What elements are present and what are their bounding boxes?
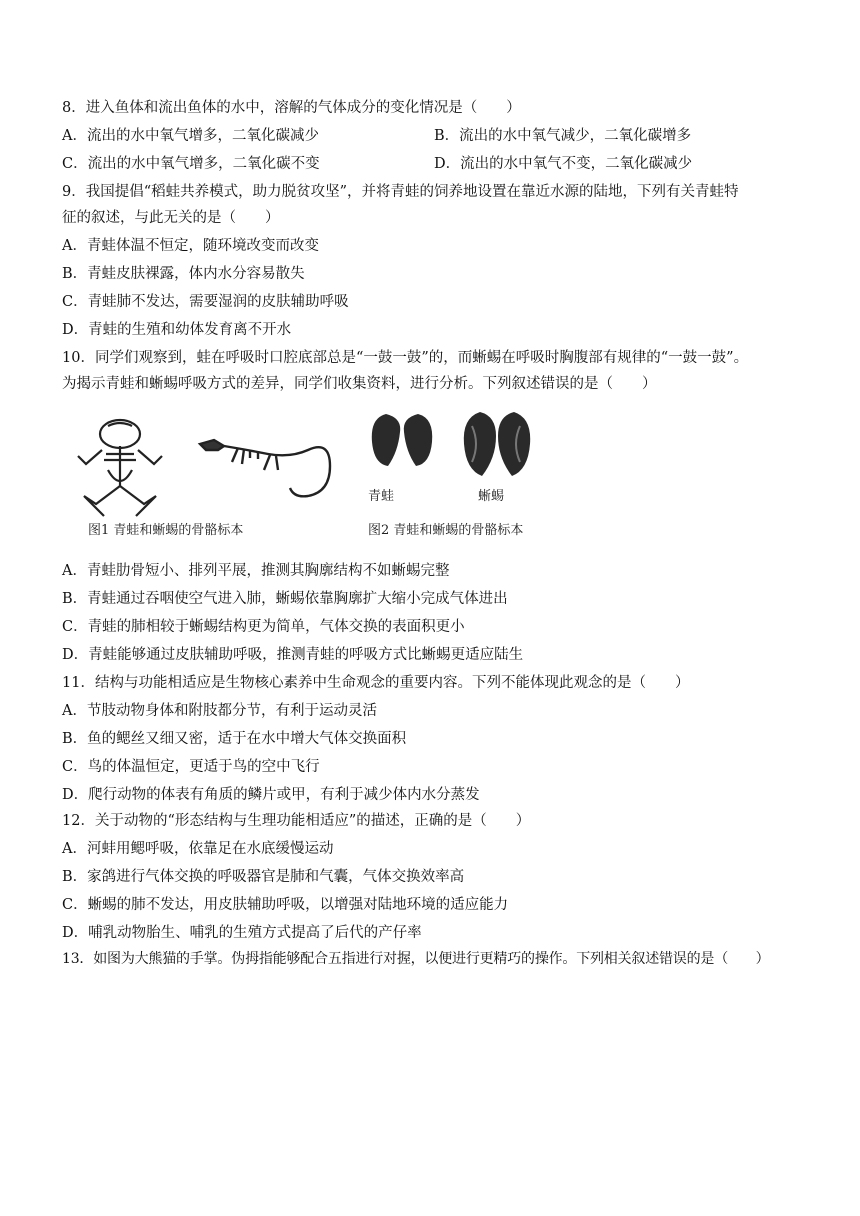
q9-option-a: A．青蛙体温不恒定，随环境改变而改变 xyxy=(62,238,319,254)
frog-label: 青蛙 xyxy=(368,489,395,504)
q8-option-b: B．流出的水中氧气减少，二氧化碳增多 xyxy=(434,128,692,144)
q12-option-d: D．哺乳动物胎生、哺乳的生殖方式提高了后代的产仔率 xyxy=(62,925,422,941)
figure2-caption: 图2 青蛙和蜥蜴的骨骼标本 xyxy=(368,523,524,538)
skeleton-figure xyxy=(68,404,588,550)
q12-stem: 12．关于动物的“形态结构与生理功能相适应”的描述，正确的是（ ） xyxy=(62,813,531,829)
q10-option-b: B．青蛙通过吞咽使空气进入肺，蜥蜴依靠胸廓扩大缩小完成气体进出 xyxy=(62,591,508,607)
q11-option-a: A．节肢动物身体和附肢都分节，有利于运动灵活 xyxy=(62,703,377,719)
q11-stem: 11．结构与功能相适应是生物核心素养中生命观念的重要内容。下列不能体现此观念的是（ ） xyxy=(62,675,690,691)
frog-lung-image xyxy=(372,414,432,466)
q8-stem: 8．进入鱼体和流出鱼体的水中，溶解的气体成分的变化情况是（ ） xyxy=(62,100,521,116)
q12-option-c: C．蜥蜴的肺不发达，用皮肤辅助呼吸，以增强对陆地环境的适应能力 xyxy=(62,897,509,913)
lizard-skeleton-image xyxy=(200,440,330,496)
q10-stem-line1: 10．同学们观察到，蛙在呼吸时口腔底部总是“一鼓一鼓”的，而蜥蜴在呼吸时胸腹部有规律的“一鼓一鼓”。 xyxy=(62,350,749,366)
lizard-label: 蜥蜴 xyxy=(478,489,505,504)
figure1-caption: 图1 青蛙和蜥蜴的骨骼标本 xyxy=(88,523,244,538)
q13-stem: 13．如图为大熊猫的手掌。伪拇指能够配合五指进行对握，以便进行更精巧的操作。下列相关叙述错误的是（ ） xyxy=(62,951,770,967)
q10-option-d: D．青蛙能够通过皮肤辅助呼吸，推测青蛙的呼吸方式比蜥蜴更适应陆生 xyxy=(62,647,524,663)
q12-option-b: B．家鸽进行气体交换的呼吸器官是肺和气囊，气体交换效率高 xyxy=(62,869,465,885)
q8-option-d: D．流出的水中氧气不变，二氧化碳减少 xyxy=(434,156,693,172)
q12-option-a: A．河蚌用鳃呼吸，依靠足在水底缓慢运动 xyxy=(62,841,334,857)
frog-skeleton-image xyxy=(78,420,162,516)
q11-option-b: B．鱼的鳃丝又细又密，适于在水中增大气体交换面积 xyxy=(62,731,407,747)
q9-stem-line1: 9．我国提倡“稻蛙共养模式，助力脱贫攻坚”，并将青蛙的饲养地设置在靠近水源的陆地，下列有关青蛙特 xyxy=(62,184,739,200)
q11-option-c: C．鸟的体温恒定，更适于鸟的空中飞行 xyxy=(62,759,320,775)
q10-stem-line2: 为揭示青蛙和蜥蜴呼吸方式的差异，同学们收集资料，进行分析。下列叙述错误的是（ ） xyxy=(62,376,657,392)
q11-option-d: D．爬行动物的体表有角质的鳞片或甲，有利于减少体内水分蒸发 xyxy=(62,787,480,803)
q8-option-c: C．流出的水中氧气增多，二氧化碳不变 xyxy=(62,156,320,172)
q9-option-b: B．青蛙皮肤裸露，体内水分容易散失 xyxy=(62,266,305,282)
q9-option-c: C．青蛙肺不发达，需要湿润的皮肤辅助呼吸 xyxy=(62,294,349,310)
lizard-lung-image xyxy=(464,412,530,476)
q9-option-d: D．青蛙的生殖和幼体发育离不开水 xyxy=(62,322,292,338)
q10-option-a: A．青蛙肋骨短小、排列平展，推测其胸廓结构不如蜥蜴完整 xyxy=(62,563,450,579)
q10-option-c: C．青蛙的肺相较于蜥蜴结构更为简单，气体交换的表面积更小 xyxy=(62,619,465,635)
q9-stem-line2: 征的叙述，与此无关的是（ ） xyxy=(62,210,280,226)
q8-option-a: A．流出的水中氧气增多，二氧化碳减少 xyxy=(62,128,319,144)
